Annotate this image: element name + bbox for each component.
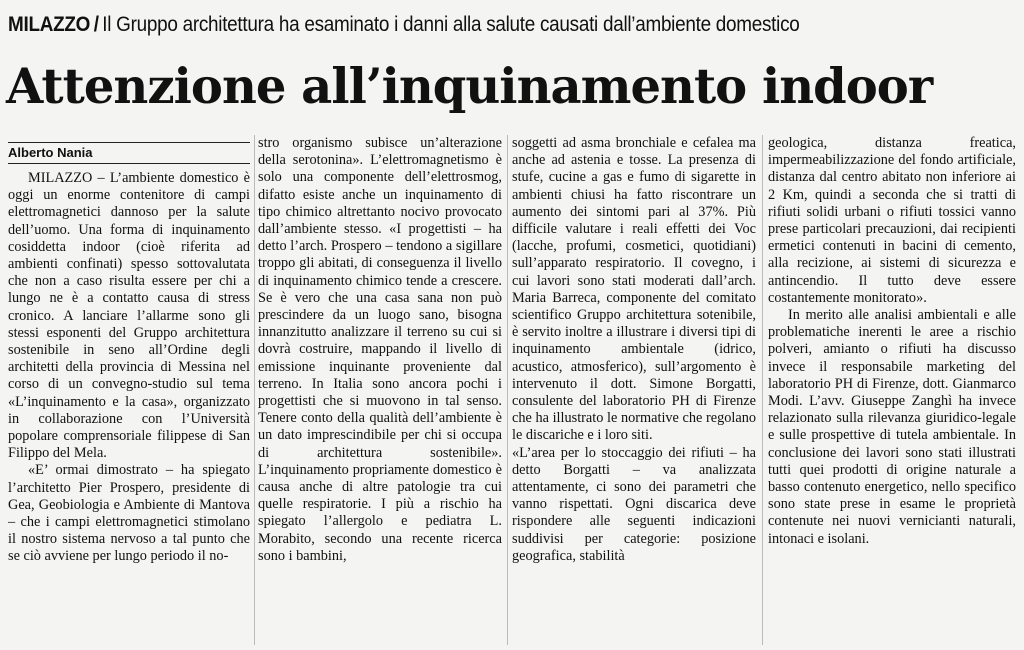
column-rule xyxy=(507,135,508,645)
paragraph: stro organismo subisce un’alterazione della serotonina». L’elettromagnetismo è solo una componente dell’elettrosmog, difatto esiste anche un inquinamento di tipo chimico altrettanto nocivo provocato dall’ambiente stesso. «I progettisti – ha detto l’arch. Prospero – tendono a sigillare troppo gli abitati, di conseguenza il livello di inquinamento chimico tende a crescere. Se è vero che una casa sana non può prescindere da un luogo sano, bisogna innanzitutto analizzare il terreno su cui si dovrà costruire, mappando il livello di emissione inquinante proveniente dal terreno. In Italia sono ancora pochi i progettisti che si muovono in tal senso. Tenere conto della qualità dell’ambiente è un dato imprescindibile per chi si occupa di architettura sostenibile». L’inquinamento propriamente domestico è causa anche di altre patologie tra cui quelle respiratorie. I più a rischio ha spiegato l’allergolo e pediatra L. Morabito, secondo una recente ricerca sono i bambini, xyxy=(258,135,502,564)
kicker-text: Il Gruppo architettura ha esaminato i danni alla salute causati dall’ambiente domestico xyxy=(102,13,800,36)
column-rule xyxy=(762,135,763,645)
paragraph: «E’ ormai dimostrato – ha spiegato l’architetto Pier Prospero, presidente di Gea, Geobiologia e Ambiente di Mantova – che i campi elettromagnetici stimolano il nostro sistema nervoso a tal punto che se ciò avviene per lungo periodo il no- xyxy=(8,462,250,565)
kicker xyxy=(8,12,915,38)
paragraph: MILAZZO – L’ambiente domestico è oggi un enorme contenitore di campi elettromagnetici dannoso per la salute dell’uomo. Una forma di inquinamento cosiddetta indoor (cioè riferita ad ambienti confinati) spesso sottovalutata che non a caso risulta essere per chi a lungo ne è a contatto causa di stress cronico. A lanciare l’allarme sono gli stessi esponenti del Gruppo architettura sostenibile in seno all’Ordine degli architetti della provincia di Messina nel corso di un convegno-studio sul tema «L’inquinamento e la casa», organizzato in collaborazione con l’Università popolare comprensoriale filippese di San Filippo del Mela. xyxy=(8,170,250,462)
kicker-place: MILAZZO xyxy=(8,13,91,36)
article-column-3 xyxy=(512,135,756,650)
paragraph: geologica, distanza freatica, impermeabilizzazione del fondo artificiale, distanza dal centro abitato non inferiore ai 2 Km, quindi a seconda che si tratti di rifiuti solidi urbani o rifiuti tossici vanno prese particolari precauzioni, dai recipienti ermetici contenuti in bacini di cemento, alla recizione, ai sistemi di sicurezza e antincendio. Il tutto deve essere costantemente monitorato». xyxy=(768,135,1016,306)
byline: Alberto Nania xyxy=(8,145,93,160)
column-rule xyxy=(254,135,255,645)
article-column-1 xyxy=(8,170,250,650)
paragraph: soggetti ad asma bronchiale e cefalea ma anche ad astenia e tosse. La presenza di stufe, cucine a gas e fumo di sigarette in ambienti chiusi ha fatto riscontrare un aumento dei sintomi pari al 37%. Più difficile valutare i reali effetti dei Voc (lacche, profumi, cosmetici, quotidiani) sull’apparato respiratorio. Il covegno, i cui lavori sono stati moderati dall’arch. Maria Barreca, componente del comitato scientifico Gruppo architettura sotenibile, è servito inoltre a illustrare i diversi tipi di inquinamento ambientale (idrico, acustico, atmosferico), sull’argomento è intervenuto il dott. Simone Borgatti, consulente del laboratorio PH di Firenze che ha illustrato le normative che regolano le discariche e i loro siti. xyxy=(512,135,756,444)
byline-box xyxy=(8,142,250,164)
article-column-4 xyxy=(768,135,1016,650)
paragraph: «L’area per lo stoccaggio dei rifiuti – ha detto Borgatti – va analizzata attentamente, ci sono dei parametri che vanno rispettati. Ogni discarica deve rispondere alle seguenti indicazioni suddivisi per categorie: posizione geografica, stabilità xyxy=(512,444,756,564)
kicker-separator: / xyxy=(93,13,99,36)
article-column-2 xyxy=(258,135,502,650)
headline: Attenzione all’inquinamento indoor xyxy=(6,57,933,115)
paragraph: In merito alle analisi ambientali e alle problematiche inerenti le aree a rischio polveri, amianto o rifiuti ha discusso invece il responsabile marketing del laboratorio PH di Firenze, dott. Gianmarco Modi. L’avv. Giuseppe Zanghì ha invece relazionato sulla rilevanza giuridico-legale e sulle prospettive di tutela ambientale. In conclusione dei lavori sono stati illustrati tutti quei prodotti di origine naturale a basso contenuto energetico, nello specifico sono state prese in esame le proprietà contenute nei nuovi vernicianti naturali, intonaci e isolani. xyxy=(768,307,1016,547)
